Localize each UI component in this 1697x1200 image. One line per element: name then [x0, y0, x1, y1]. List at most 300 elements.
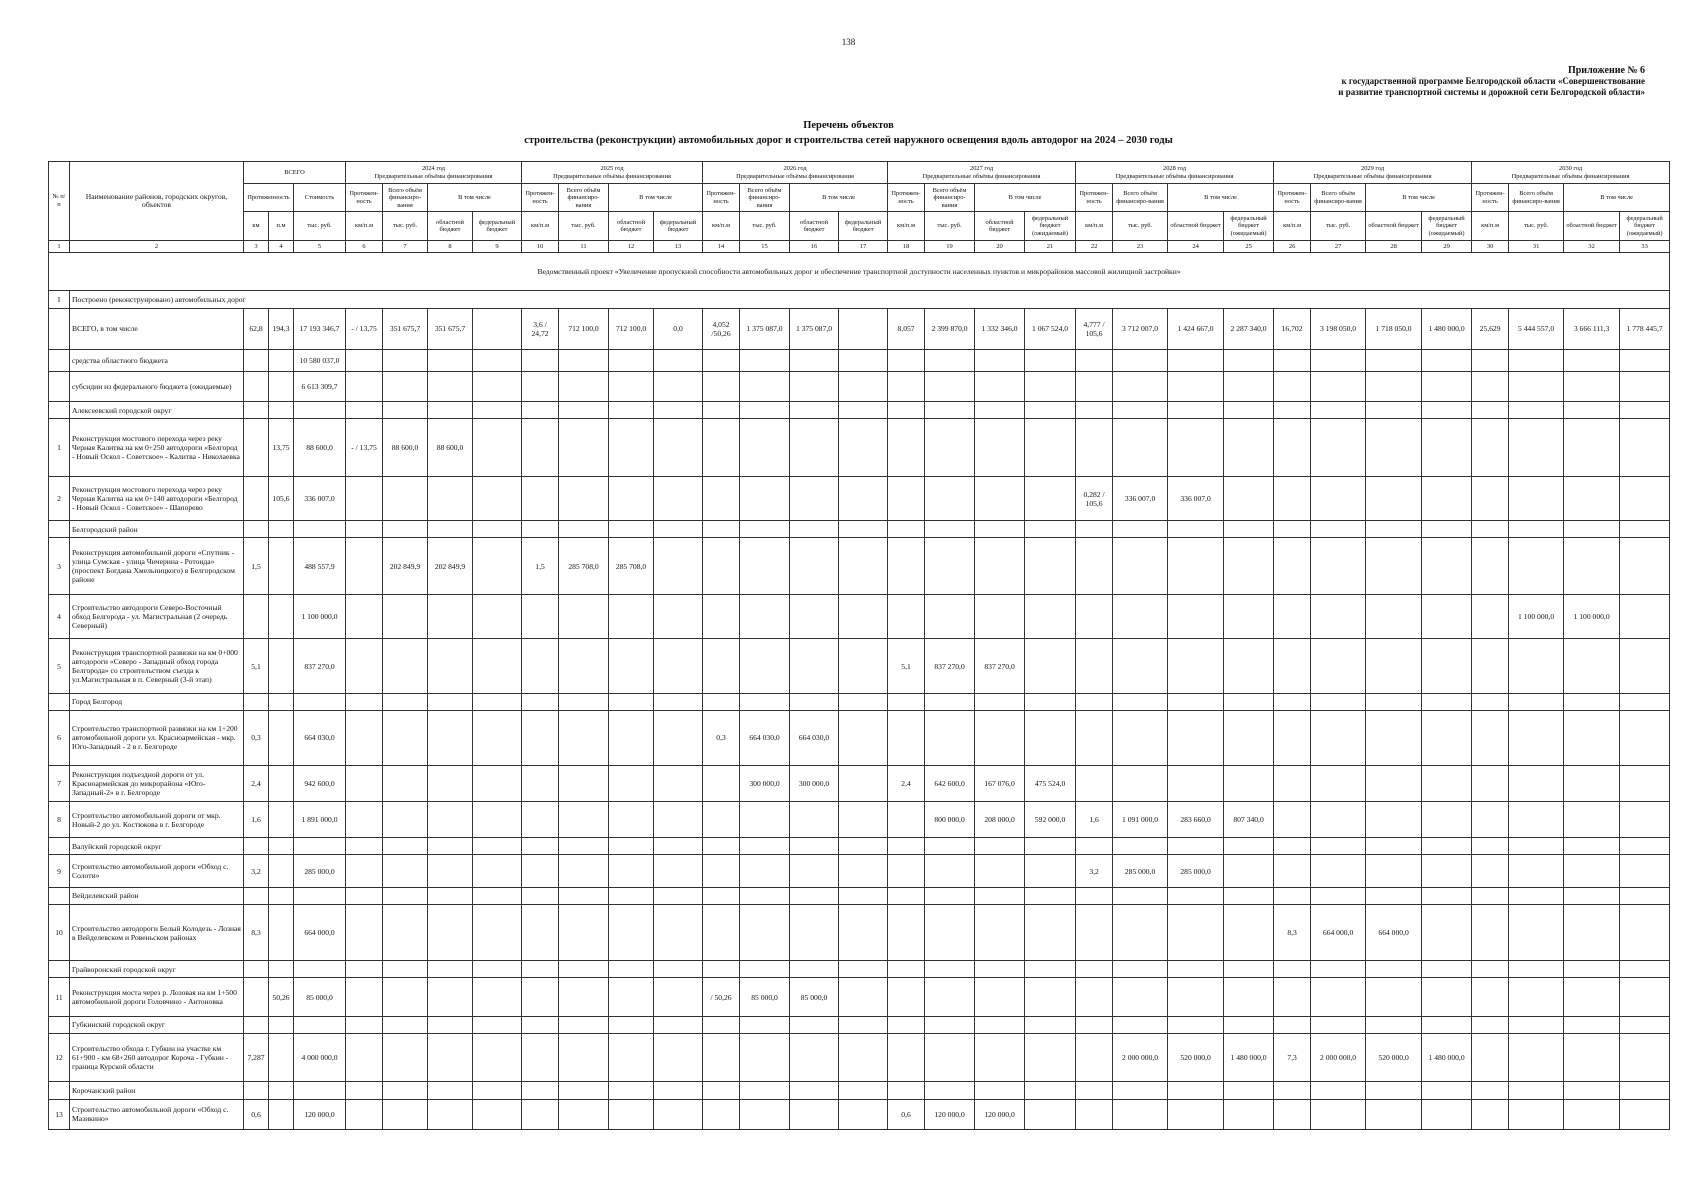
empty-cell — [1509, 371, 1564, 401]
column-index: 29 — [1422, 240, 1472, 252]
table-row — [49, 711, 1670, 766]
header-vol-2026: Всего объём финансиро-вания — [740, 184, 790, 212]
empty-cell — [975, 476, 1025, 520]
empty-cell — [1274, 693, 1311, 710]
empty-cell — [294, 402, 346, 419]
empty-cell — [1274, 1016, 1311, 1033]
empty-cell — [1472, 521, 1509, 538]
object-name: Строительство обхода г. Губкин на участке км 61+900 - км 68+260 автодорог Короча - Губкин - граница Курской области — [70, 1033, 244, 1081]
value-cell: 1 891 000,0 — [294, 801, 346, 837]
header-vol-2029: Всего объём финансиро-вания — [1311, 184, 1366, 212]
empty-cell — [1472, 978, 1509, 1016]
totals-cell: 712 100,0 — [559, 309, 609, 349]
empty-cell — [294, 838, 346, 855]
empty-cell — [559, 1033, 609, 1081]
empty-cell — [975, 594, 1025, 638]
value-cell: 85 000,0 — [790, 978, 839, 1016]
value-cell: 283 660,0 — [1168, 801, 1224, 837]
empty-cell — [975, 693, 1025, 710]
value-cell: 1,5 — [244, 538, 269, 595]
empty-cell — [1564, 711, 1620, 766]
empty-cell — [1620, 538, 1670, 595]
empty-cell — [925, 887, 975, 904]
empty-cell — [346, 693, 383, 710]
empty-cell — [975, 1016, 1025, 1033]
table-row — [49, 419, 1670, 477]
column-index: 15 — [740, 240, 790, 252]
empty-cell — [1564, 1099, 1620, 1129]
empty-cell — [1311, 402, 1366, 419]
column-index-row — [49, 240, 1670, 252]
empty-cell — [1168, 371, 1224, 401]
object-name: Строительство автодороги Северо-Восточный обход Белгорода - ул. Магистральная (2 очередь Северный) — [70, 594, 244, 638]
empty-cell — [1620, 521, 1670, 538]
empty-cell — [925, 371, 975, 401]
unit-rub-2028: тыс. руб. — [1113, 212, 1168, 240]
empty-cell — [703, 961, 740, 978]
empty-cell — [975, 521, 1025, 538]
empty-cell — [790, 419, 839, 477]
empty-cell — [703, 1033, 740, 1081]
empty-cell — [269, 765, 294, 801]
empty-cell — [703, 521, 740, 538]
empty-cell — [244, 838, 269, 855]
empty-cell — [428, 639, 473, 694]
unit-rub-2024: тыс. руб. — [383, 212, 428, 240]
empty-cell — [473, 904, 522, 961]
value-cell: 208 000,0 — [975, 801, 1025, 837]
empty-cell — [609, 1082, 654, 1099]
empty-cell — [473, 978, 522, 1016]
empty-cell — [1366, 978, 1422, 1016]
empty-cell — [1620, 978, 1670, 1016]
empty-cell — [1564, 838, 1620, 855]
empty-cell — [559, 978, 609, 1016]
empty-cell — [1274, 961, 1311, 978]
empty-cell — [1025, 711, 1076, 766]
header-len-2024: Протяжен-ность — [346, 184, 383, 212]
empty-cell — [1311, 978, 1366, 1016]
empty-cell — [1168, 639, 1224, 694]
empty-cell — [522, 765, 559, 801]
value-cell: 664 000,0 — [1366, 904, 1422, 961]
empty-cell — [428, 904, 473, 961]
empty-cell — [1168, 538, 1224, 595]
header-vol-2030: Всего объём финансиро-вания — [1509, 184, 1564, 212]
empty-cell — [1224, 639, 1274, 694]
empty-cell — [609, 1033, 654, 1081]
empty-cell — [473, 801, 522, 837]
totals-cell: 16,702 — [1274, 309, 1311, 349]
value-cell: 4 000 000,0 — [294, 1033, 346, 1081]
empty-cell — [346, 594, 383, 638]
object-name: Строительство автодороги Белый Колодезь - Лозная в Вейделевском и Ровеньском районах — [70, 904, 244, 961]
district-name: Грайворонский городской округ — [70, 961, 244, 978]
empty-cell — [790, 402, 839, 419]
empty-cell — [383, 1016, 428, 1033]
empty-cell — [740, 1016, 790, 1033]
empty-cell — [1274, 371, 1311, 401]
empty-cell — [1564, 419, 1620, 477]
empty-cell — [1509, 961, 1564, 978]
empty-cell — [609, 1016, 654, 1033]
district-name: Вейделевский район — [70, 887, 244, 904]
empty-cell — [925, 402, 975, 419]
column-index: 14 — [703, 240, 740, 252]
empty-cell — [1620, 371, 1670, 401]
empty-cell — [1224, 978, 1274, 1016]
empty-cell — [1076, 371, 1113, 401]
empty-cell — [703, 1082, 740, 1099]
value-cell: 120 000,0 — [925, 1099, 975, 1129]
row-number: 1 — [49, 419, 70, 477]
value-cell: 807 340,0 — [1224, 801, 1274, 837]
empty-cell — [1422, 838, 1472, 855]
empty-cell — [294, 1082, 346, 1099]
row-number: 6 — [49, 711, 70, 766]
empty-cell — [1311, 521, 1366, 538]
empty-cell — [473, 349, 522, 371]
empty-cell — [1311, 594, 1366, 638]
header-len-2025: Протяжен-ность — [522, 184, 559, 212]
empty-cell — [1509, 1016, 1564, 1033]
empty-cell — [1366, 594, 1422, 638]
value-cell: 167 076,0 — [975, 765, 1025, 801]
empty-cell — [1366, 1099, 1422, 1129]
empty-cell — [1366, 476, 1422, 520]
empty-cell — [428, 961, 473, 978]
value-cell: 88 600,0 — [428, 419, 473, 477]
empty-cell — [1113, 349, 1168, 371]
value-cell: 120 000,0 — [294, 1099, 346, 1129]
table-row — [49, 978, 1670, 1016]
empty-cell — [609, 693, 654, 710]
value-cell: 7,287 — [244, 1033, 269, 1081]
unit-fed-2025: федеральный бюджет — [654, 212, 703, 240]
empty-cell — [1564, 349, 1620, 371]
empty-cell — [888, 801, 925, 837]
empty-cell — [790, 838, 839, 855]
empty-cell — [740, 887, 790, 904]
empty-cell — [428, 476, 473, 520]
table-row — [49, 904, 1670, 961]
empty-cell — [609, 978, 654, 1016]
empty-cell — [1509, 521, 1564, 538]
value-cell: 7,3 — [1274, 1033, 1311, 1081]
federal-funds-value: 6 613 309,7 — [294, 371, 346, 401]
district-row — [49, 693, 1670, 710]
header-incl-2024: В том числе — [428, 184, 522, 212]
totals-cell: 3 712 007,0 — [1113, 309, 1168, 349]
empty-cell — [1168, 887, 1224, 904]
value-cell: 642 600,0 — [925, 765, 975, 801]
totals-cell: 3 666 111,3 — [1564, 309, 1620, 349]
empty-cell — [740, 639, 790, 694]
empty-cell — [1224, 402, 1274, 419]
empty-cell — [383, 838, 428, 855]
empty-cell — [1113, 904, 1168, 961]
empty-cell — [383, 594, 428, 638]
empty-cell — [346, 476, 383, 520]
column-index: 4 — [269, 240, 294, 252]
column-index: 9 — [473, 240, 522, 252]
empty-cell — [1168, 1016, 1224, 1033]
empty-cell — [1311, 419, 1366, 477]
federal-funds-label: субсидии из федерального бюджета (ожидаемые) — [70, 371, 244, 401]
table-row — [49, 639, 1670, 694]
empty-cell — [1168, 419, 1224, 477]
empty-cell — [1025, 1099, 1076, 1129]
empty-cell — [1422, 1082, 1472, 1099]
district-name: Губкинский городской округ — [70, 1016, 244, 1033]
district-name: Белгородский район — [70, 521, 244, 538]
empty-cell — [383, 801, 428, 837]
empty-cell — [1224, 887, 1274, 904]
empty-cell — [703, 594, 740, 638]
unit-kmpm-2025: км/п.м — [522, 212, 559, 240]
empty-cell — [269, 1033, 294, 1081]
header-vol-2028: Всего объём финансиро-вания — [1113, 184, 1168, 212]
object-name: Реконструкция подъездной дороги от ул. Красноармейская до микрорайона «Юго-Западный-2» в г. Белгороде — [70, 765, 244, 801]
empty-cell — [269, 838, 294, 855]
empty-cell — [1224, 1099, 1274, 1129]
empty-cell — [428, 349, 473, 371]
empty-cell — [1076, 1082, 1113, 1099]
column-index: 10 — [522, 240, 559, 252]
empty-cell — [790, 1082, 839, 1099]
empty-cell — [522, 371, 559, 401]
empty-cell — [1113, 594, 1168, 638]
empty-cell — [522, 521, 559, 538]
empty-cell — [428, 1099, 473, 1129]
empty-cell — [609, 594, 654, 638]
totals-cell: 4,052 /50,26 — [703, 309, 740, 349]
empty-cell — [654, 693, 703, 710]
totals-cell — [473, 309, 522, 349]
empty-cell — [346, 904, 383, 961]
column-index: 17 — [839, 240, 888, 252]
empty-cell — [790, 538, 839, 595]
empty-cell — [654, 349, 703, 371]
empty-cell — [1620, 476, 1670, 520]
empty-cell — [1025, 371, 1076, 401]
empty-cell — [1509, 538, 1564, 595]
empty-cell — [1025, 538, 1076, 595]
empty-cell — [1509, 855, 1564, 887]
empty-cell — [790, 887, 839, 904]
empty-cell — [559, 855, 609, 887]
empty-cell — [609, 476, 654, 520]
empty-cell — [1366, 349, 1422, 371]
empty-cell — [522, 349, 559, 371]
empty-cell — [839, 801, 888, 837]
row-number: 2 — [49, 476, 70, 520]
empty-cell — [559, 693, 609, 710]
empty-cell — [654, 639, 703, 694]
empty-cell — [1224, 1082, 1274, 1099]
district-num-cell — [49, 402, 70, 419]
column-index: 20 — [975, 240, 1025, 252]
empty-cell — [654, 476, 703, 520]
empty-cell — [1274, 1099, 1311, 1129]
empty-cell — [1224, 1016, 1274, 1033]
unit-kmpm-2024: км/п.м — [346, 212, 383, 240]
empty-cell — [740, 521, 790, 538]
column-index: 7 — [383, 240, 428, 252]
column-index: 32 — [1564, 240, 1620, 252]
empty-cell — [1025, 978, 1076, 1016]
unit-rub: тыс. руб. — [294, 212, 346, 240]
unit-reg-2024: областной бюджет — [428, 212, 473, 240]
empty-cell — [1113, 419, 1168, 477]
totals-cell: 25,629 — [1472, 309, 1509, 349]
empty-cell — [839, 402, 888, 419]
value-cell: 13,75 — [269, 419, 294, 477]
empty-cell — [740, 961, 790, 978]
column-index: 27 — [1311, 240, 1366, 252]
empty-cell — [1168, 765, 1224, 801]
value-cell: 664 030,0 — [740, 711, 790, 766]
empty-cell — [839, 594, 888, 638]
unit-rub-2029: тыс. руб. — [1311, 212, 1366, 240]
empty-cell — [925, 521, 975, 538]
empty-cell — [839, 1016, 888, 1033]
empty-cell — [1025, 904, 1076, 961]
empty-cell — [1366, 801, 1422, 837]
empty-cell — [888, 419, 925, 477]
empty-cell — [839, 371, 888, 401]
value-cell: 5,1 — [244, 639, 269, 694]
empty-cell — [428, 887, 473, 904]
table-row — [49, 855, 1670, 887]
empty-cell — [1509, 639, 1564, 694]
value-cell: 837 270,0 — [294, 639, 346, 694]
empty-cell — [1366, 838, 1422, 855]
empty-cell — [1564, 693, 1620, 710]
empty-cell — [244, 521, 269, 538]
empty-cell — [383, 711, 428, 766]
empty-cell — [1168, 693, 1224, 710]
totals-cell: 8,057 — [888, 309, 925, 349]
empty-cell — [1366, 402, 1422, 419]
column-index: 1 — [49, 240, 70, 252]
header-incl-2030: В том числе — [1564, 184, 1670, 212]
empty-cell — [522, 476, 559, 520]
empty-cell — [294, 887, 346, 904]
empty-cell — [654, 838, 703, 855]
empty-cell — [269, 521, 294, 538]
empty-cell — [1274, 765, 1311, 801]
empty-cell — [609, 1099, 654, 1129]
totals-cell: 351 675,7 — [428, 309, 473, 349]
empty-cell — [269, 887, 294, 904]
empty-cell — [269, 961, 294, 978]
empty-cell — [1509, 419, 1564, 477]
empty-cell — [703, 402, 740, 419]
empty-cell — [1509, 693, 1564, 710]
object-name: Реконструкция мостового перехода через реку Черная Калитва на км 0+250 автодороги «Белгород - Новый Оскол - Советское» - Калитва - Николаевка — [70, 419, 244, 477]
value-cell: 285 708,0 — [559, 538, 609, 595]
empty-cell — [654, 904, 703, 961]
empty-cell — [740, 1033, 790, 1081]
empty-cell — [1025, 639, 1076, 694]
empty-cell — [1620, 1082, 1670, 1099]
district-num-cell — [49, 887, 70, 904]
empty-cell — [839, 765, 888, 801]
empty-cell — [1113, 1082, 1168, 1099]
regional-km — [244, 349, 269, 371]
empty-cell — [522, 801, 559, 837]
table-body — [49, 402, 1670, 1130]
header-vol-2025: Всего объём финансиро-вания — [559, 184, 609, 212]
empty-cell — [473, 402, 522, 419]
object-name: Реконструкция мостового перехода через реку Черная Калитва на км 0+140 автодороги «Белгород - Новый Оскол - Советское» - Шапорево — [70, 476, 244, 520]
header-vol-2024: Всего объём финансиро-вания — [383, 184, 428, 212]
empty-cell — [269, 639, 294, 694]
empty-cell — [1422, 801, 1472, 837]
column-index: 19 — [925, 240, 975, 252]
empty-cell — [346, 1033, 383, 1081]
empty-cell — [294, 961, 346, 978]
title-line-1: Перечень объектов — [803, 120, 894, 131]
empty-cell — [269, 402, 294, 419]
empty-cell — [1564, 1082, 1620, 1099]
empty-cell — [383, 765, 428, 801]
document-title — [0, 118, 1697, 148]
empty-cell — [703, 1016, 740, 1033]
empty-cell — [975, 711, 1025, 766]
empty-cell — [1564, 887, 1620, 904]
empty-cell — [383, 402, 428, 419]
empty-cell — [1224, 838, 1274, 855]
empty-cell — [925, 961, 975, 978]
empty-cell — [1076, 711, 1113, 766]
empty-cell — [925, 1082, 975, 1099]
empty-cell — [975, 402, 1025, 419]
empty-cell — [522, 711, 559, 766]
value-cell: 300 000,0 — [790, 765, 839, 801]
empty-cell — [1311, 1016, 1366, 1033]
empty-cell — [1168, 978, 1224, 1016]
empty-cell — [1564, 476, 1620, 520]
empty-cell — [473, 521, 522, 538]
value-cell: 2,4 — [888, 765, 925, 801]
unit-fed-2027: федеральный бюджет (ожидаемый) — [1025, 212, 1076, 240]
empty-cell — [559, 1082, 609, 1099]
empty-cell — [1422, 711, 1472, 766]
empty-cell — [1113, 711, 1168, 766]
totals-label: ВСЕГО, в том числе — [70, 309, 244, 349]
value-cell: 837 270,0 — [975, 639, 1025, 694]
empty-cell — [428, 1016, 473, 1033]
empty-cell — [1620, 801, 1670, 837]
empty-cell — [1564, 904, 1620, 961]
empty-cell — [1025, 961, 1076, 978]
empty-cell — [1509, 1033, 1564, 1081]
value-cell: 5,1 — [888, 639, 925, 694]
value-cell: 3,2 — [244, 855, 269, 887]
empty-cell — [1076, 887, 1113, 904]
empty-cell — [1472, 693, 1509, 710]
district-row — [49, 961, 1670, 978]
empty-cell — [1620, 1016, 1670, 1033]
empty-cell — [1422, 887, 1472, 904]
empty-cell — [740, 419, 790, 477]
empty-cell — [1113, 838, 1168, 855]
empty-cell — [1076, 904, 1113, 961]
empty-cell — [522, 419, 559, 477]
empty-cell — [559, 801, 609, 837]
